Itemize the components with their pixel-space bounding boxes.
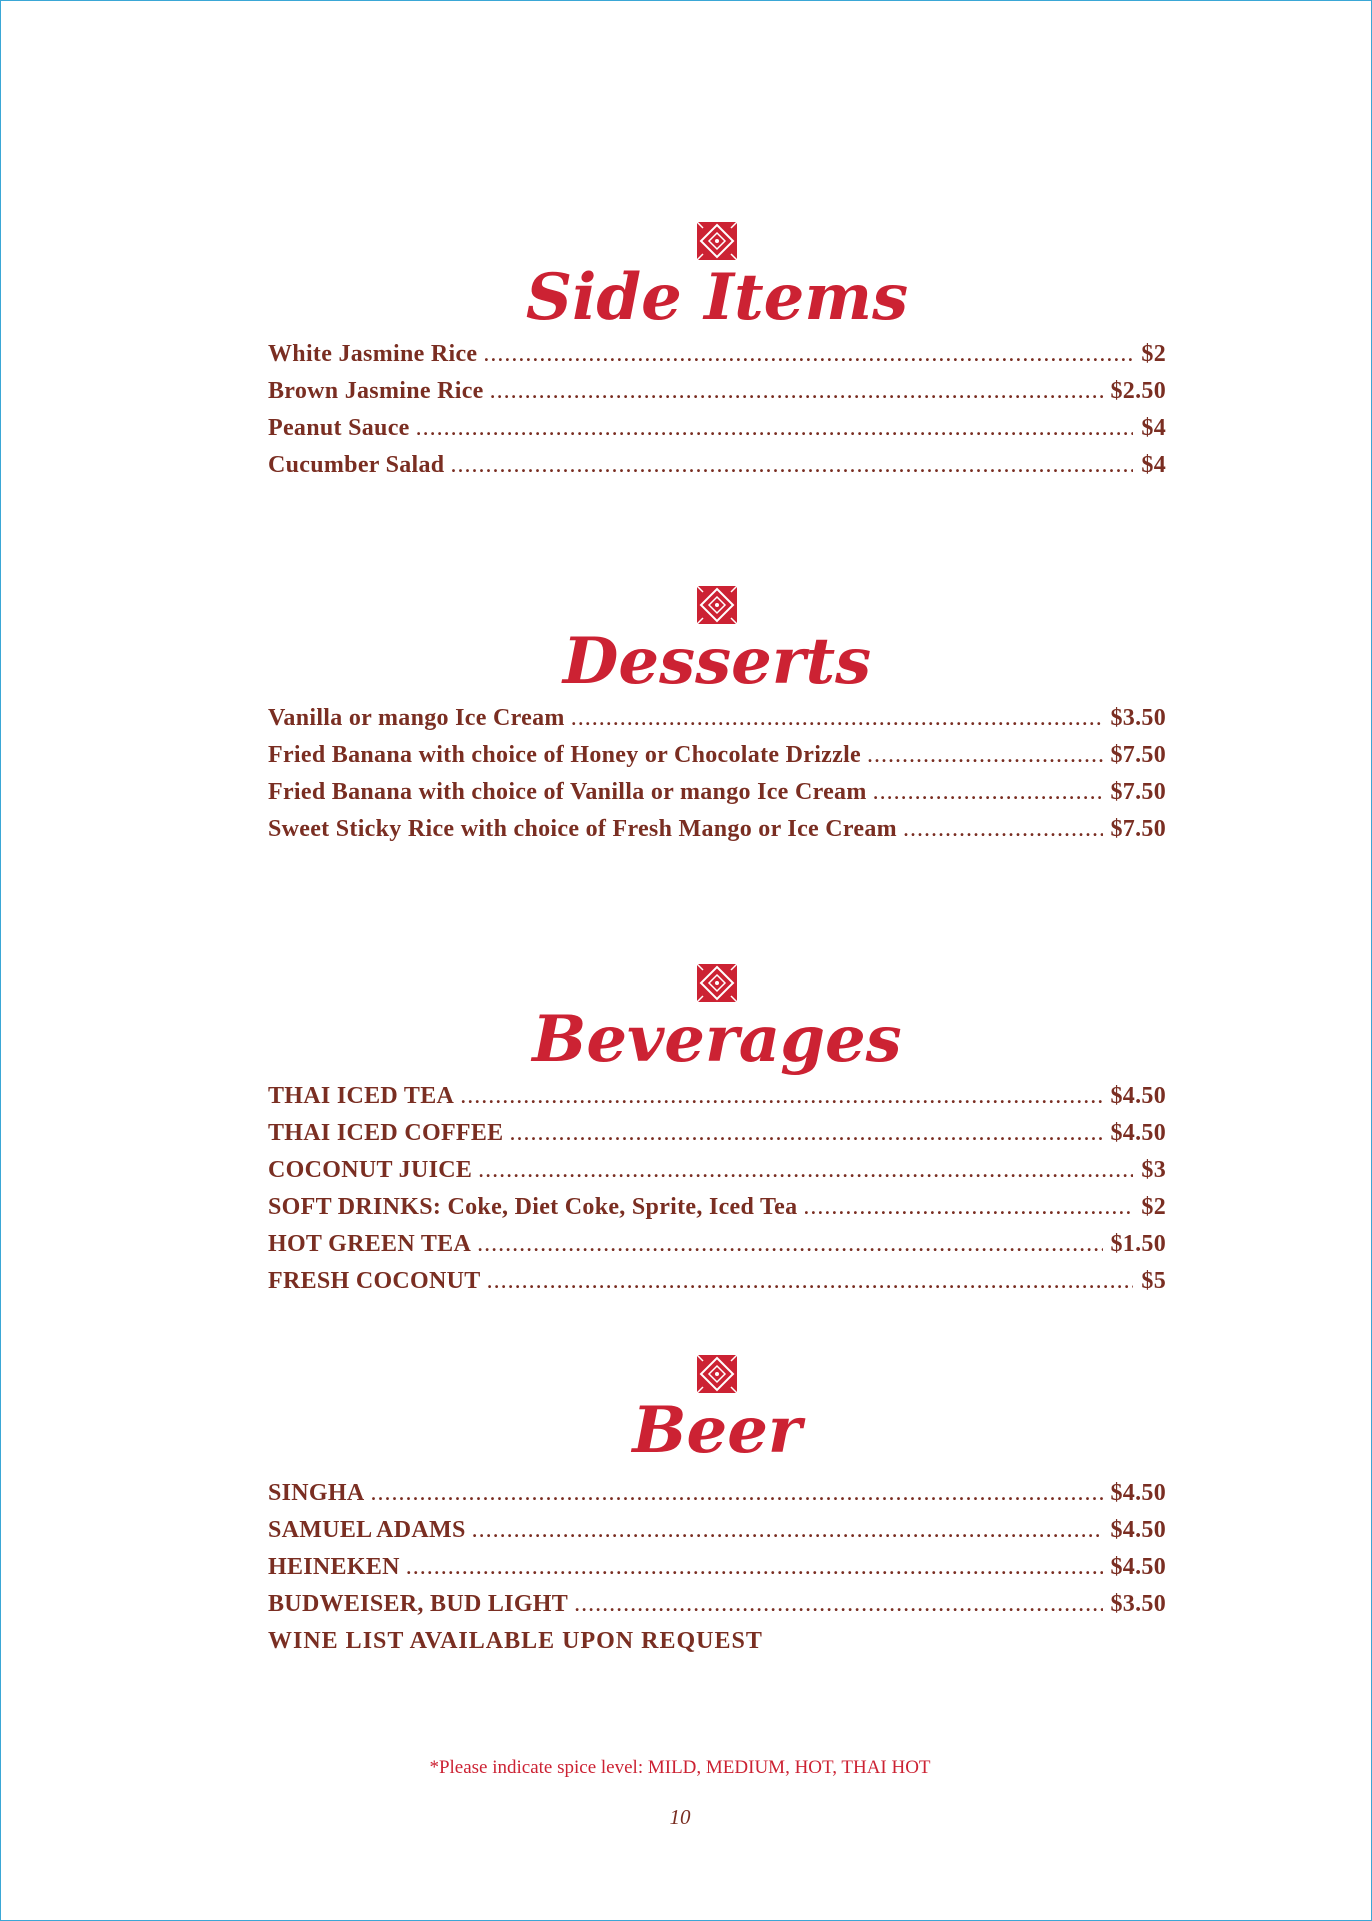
thai-pattern-icon: [697, 1355, 737, 1393]
section-beer: [268, 1355, 1166, 1660]
dot-leader: [803, 1189, 1133, 1226]
item-list: [268, 1078, 1166, 1300]
section-desserts: [268, 586, 1166, 848]
item-price: $4.50: [1110, 1480, 1166, 1506]
menu-item: [268, 1549, 1166, 1586]
item-name: BUDWEISER, BUD LIGHT: [268, 1591, 569, 1617]
section-beverages: [268, 964, 1166, 1300]
item-name: Sweet Sticky Rice with choice of Fresh Mango or Ice Cream: [268, 816, 897, 842]
item-name: SINGHA: [268, 1480, 365, 1506]
menu-item: [268, 336, 1166, 373]
item-price: $7.50: [1110, 742, 1166, 768]
dot-leader: [406, 1549, 1103, 1586]
menu-item: [268, 737, 1166, 774]
menu-item: [268, 447, 1166, 484]
item-price: $4.50: [1110, 1554, 1166, 1580]
item-price: $4.50: [1110, 1517, 1166, 1543]
thai-pattern-icon: [697, 586, 737, 624]
item-price: $2: [1141, 341, 1166, 367]
menu-item: [268, 1189, 1166, 1226]
section-title: Desserts: [562, 624, 872, 699]
dot-leader: [371, 1475, 1103, 1512]
item-name: THAI ICED COFFEE: [268, 1120, 504, 1146]
dot-leader: [483, 336, 1133, 373]
section-title: Beer: [632, 1393, 802, 1468]
menu-item: [268, 1586, 1166, 1623]
item-name: HEINEKEN: [268, 1554, 400, 1580]
item-name: THAI ICED TEA: [268, 1083, 455, 1109]
section-title: Side Items: [525, 260, 909, 335]
item-name: Cucumber Salad: [268, 452, 445, 478]
section-title: Beverages: [532, 1002, 902, 1077]
item-price: $1.50: [1110, 1231, 1166, 1257]
wine-list-note: WINE LIST AVAILABLE UPON REQUEST: [268, 1628, 763, 1654]
menu-item: [268, 774, 1166, 811]
menu-item: [268, 811, 1166, 848]
item-list: [268, 1475, 1166, 1660]
item-name: COCONUT JUICE: [268, 1157, 473, 1183]
item-name: Fried Banana with choice of Vanilla or mango Ice Cream: [268, 779, 867, 805]
item-price: $4: [1141, 415, 1166, 441]
dot-leader: [450, 447, 1133, 484]
item-price: $7.50: [1110, 779, 1166, 805]
dot-leader: [873, 774, 1103, 811]
item-price: $7.50: [1110, 816, 1166, 842]
item-name: White Jasmine Rice: [268, 341, 478, 367]
item-name: SAMUEL ADAMS: [268, 1517, 466, 1543]
dot-leader: [472, 1512, 1103, 1549]
item-price: $4.50: [1110, 1083, 1166, 1109]
dot-leader: [460, 1078, 1102, 1115]
menu-item: [268, 1512, 1166, 1549]
item-price: $5: [1141, 1268, 1166, 1294]
menu-item: [268, 1475, 1166, 1512]
menu-item: [268, 1078, 1166, 1115]
menu-item: [268, 1226, 1166, 1263]
dot-leader: [487, 1263, 1134, 1300]
item-price: $3.50: [1110, 1591, 1166, 1617]
item-price: $3: [1141, 1157, 1166, 1183]
ornament-wrap: [268, 964, 1166, 1004]
dot-leader: [416, 410, 1134, 447]
menu-item: [268, 410, 1166, 447]
menu-item: [268, 1263, 1166, 1300]
item-price: $2: [1141, 1194, 1166, 1220]
dot-leader: [510, 1115, 1103, 1152]
item-list: [268, 336, 1166, 484]
thai-pattern-icon: [697, 964, 737, 1002]
dot-leader: [477, 1226, 1102, 1263]
item-price: $2.50: [1110, 378, 1166, 404]
dot-leader: [574, 1586, 1102, 1623]
item-name: Peanut Sauce: [268, 415, 410, 441]
menu-item: [268, 700, 1166, 737]
item-name: SOFT DRINKS: Coke, Diet Coke, Sprite, Iced Tea: [268, 1194, 798, 1220]
spice-level-footnote: *Please indicate spice level: MILD, MEDIUM, HOT, THAI HOT: [429, 1757, 931, 1778]
item-price: $4: [1141, 452, 1166, 478]
item-name: Brown Jasmine Rice: [268, 378, 484, 404]
dot-leader: [903, 811, 1103, 848]
menu-item: [268, 373, 1166, 410]
item-list: [268, 700, 1166, 848]
item-name: FRESH COCONUT: [268, 1268, 481, 1294]
ornament-wrap: [268, 1355, 1166, 1395]
dot-leader: [490, 373, 1103, 410]
menu-item: [268, 1152, 1166, 1189]
item-price: $4.50: [1110, 1120, 1166, 1146]
dot-leader: [867, 737, 1103, 774]
item-name: Vanilla or mango Ice Cream: [268, 705, 565, 731]
page-number: 10: [669, 1805, 691, 1829]
dot-leader: [571, 700, 1103, 737]
menu-item: [268, 1115, 1166, 1152]
dot-leader: [478, 1152, 1133, 1189]
ornament-wrap: [268, 222, 1166, 262]
section-side-items: [268, 222, 1166, 484]
item-name: HOT GREEN TEA: [268, 1231, 472, 1257]
item-name: Fried Banana with choice of Honey or Chocolate Drizzle: [268, 742, 861, 768]
item-price: $3.50: [1110, 705, 1166, 731]
thai-pattern-icon: [697, 222, 737, 260]
ornament-wrap: [268, 586, 1166, 626]
